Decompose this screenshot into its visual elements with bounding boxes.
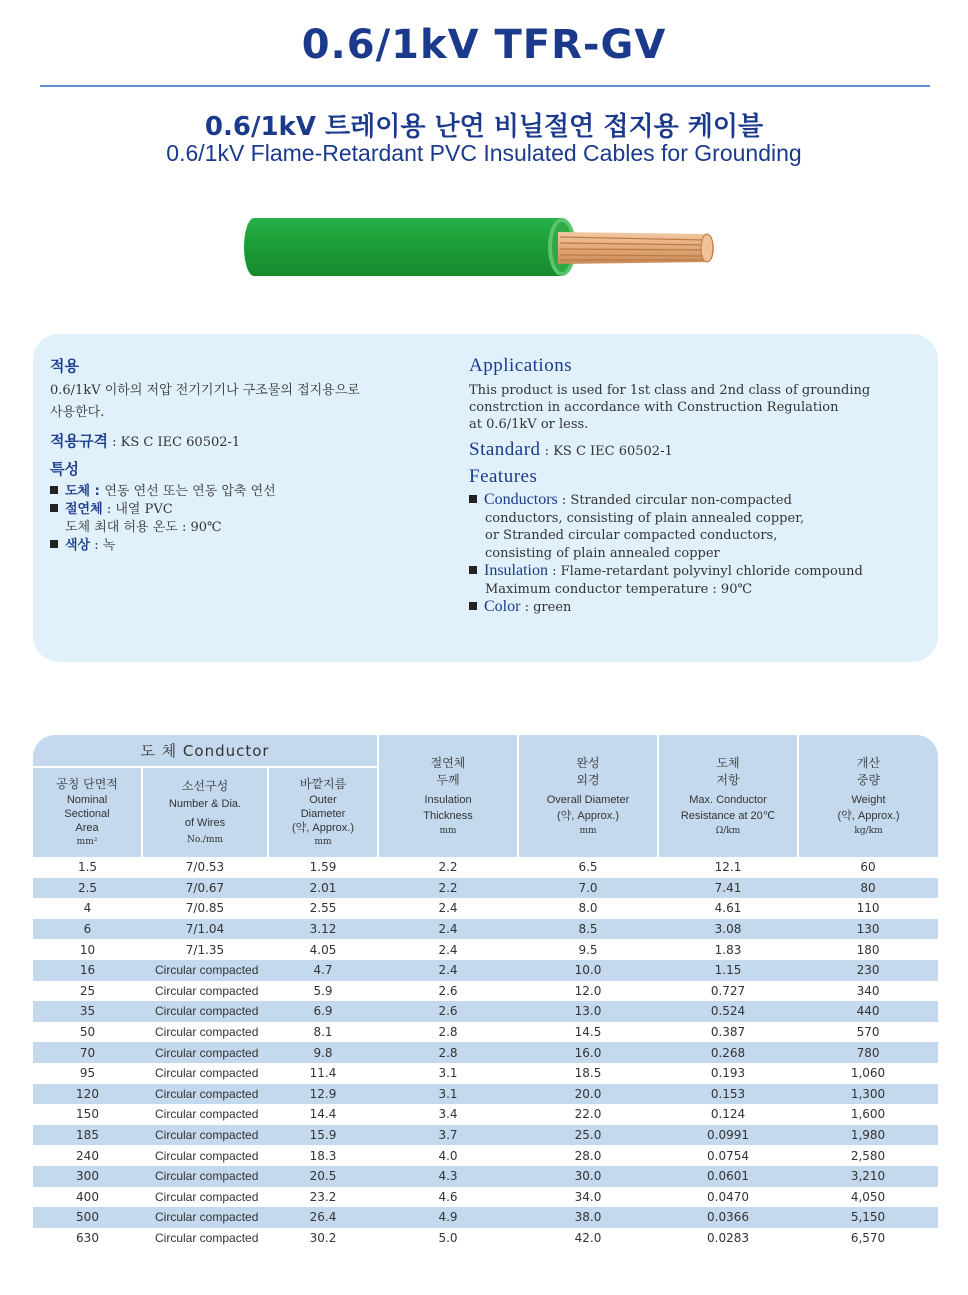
header-en-line: Diameter bbox=[300, 808, 346, 820]
cell-weight: 570 bbox=[798, 1022, 938, 1043]
korean-feature-conductor bbox=[50, 483, 440, 501]
cell-outer-diameter: 12.9 bbox=[268, 1084, 378, 1105]
cell-wires: Circular compacted bbox=[142, 1145, 268, 1166]
header-en-line: Nominal bbox=[66, 794, 108, 806]
cell-area: 6 bbox=[33, 919, 142, 940]
table-row bbox=[33, 1207, 938, 1228]
cell-resistance: 0.0366 bbox=[658, 1207, 798, 1228]
header-outer-diameter bbox=[268, 767, 378, 857]
cell-overall-diameter: 12.0 bbox=[518, 981, 658, 1002]
cell-wires: Circular compacted bbox=[142, 1228, 268, 1249]
cell-weight: 230 bbox=[798, 960, 938, 981]
header-unit: mm² bbox=[76, 837, 98, 847]
header-wires bbox=[142, 767, 268, 857]
cell-overall-diameter: 30.0 bbox=[518, 1166, 658, 1187]
cell-wires: Circular compacted bbox=[142, 1104, 268, 1125]
cell-weight: 340 bbox=[798, 981, 938, 1002]
header-en-line: Resistance at 20℃ bbox=[680, 809, 776, 822]
table-row bbox=[33, 1063, 938, 1084]
bullet-icon bbox=[50, 504, 58, 512]
table-row bbox=[33, 1187, 938, 1208]
specification-table-wrapper bbox=[33, 735, 938, 1248]
cell-overall-diameter: 18.5 bbox=[518, 1063, 658, 1084]
korean-application-heading: 적용 bbox=[50, 357, 79, 375]
cell-overall-diameter: 20.0 bbox=[518, 1084, 658, 1105]
cell-weight: 2,580 bbox=[798, 1145, 938, 1166]
cell-resistance: 0.193 bbox=[658, 1063, 798, 1084]
english-conductor-label: Conductors bbox=[484, 491, 558, 508]
cell-area: 50 bbox=[33, 1022, 142, 1043]
table-row bbox=[33, 1228, 938, 1249]
cell-wires: 7/1.04 bbox=[142, 919, 268, 940]
cell-outer-diameter: 18.3 bbox=[268, 1145, 378, 1166]
cell-outer-diameter: 23.2 bbox=[268, 1187, 378, 1208]
cell-overall-diameter: 34.0 bbox=[518, 1187, 658, 1208]
english-description bbox=[469, 355, 929, 617]
cell-outer-diameter: 26.4 bbox=[268, 1207, 378, 1228]
english-insulation-value-2: Maximum conductor temperature : 90℃ bbox=[485, 581, 753, 597]
cell-wires: 7/0.67 bbox=[142, 878, 268, 899]
cell-insulation: 2.2 bbox=[378, 857, 518, 878]
cell-area: 630 bbox=[33, 1228, 142, 1249]
cell-outer-diameter: 20.5 bbox=[268, 1166, 378, 1187]
header-ko-line: 완성 bbox=[576, 755, 600, 770]
cell-insulation: 2.4 bbox=[378, 919, 518, 940]
cell-outer-diameter: 2.55 bbox=[268, 898, 378, 919]
cell-insulation: 2.4 bbox=[378, 898, 518, 919]
header-ko-line: 두께 bbox=[436, 772, 460, 787]
cell-weight: 1,980 bbox=[798, 1125, 938, 1146]
cell-wires: Circular compacted bbox=[142, 1042, 268, 1063]
cell-resistance: 0.268 bbox=[658, 1042, 798, 1063]
header-unit: mm bbox=[314, 837, 332, 847]
cell-area: 16 bbox=[33, 960, 142, 981]
header-en-line: (약, Approx.) bbox=[557, 809, 619, 822]
cell-area: 25 bbox=[33, 981, 142, 1002]
cell-outer-diameter: 4.05 bbox=[268, 939, 378, 960]
cell-resistance: 0.0601 bbox=[658, 1166, 798, 1187]
cell-resistance: 0.727 bbox=[658, 981, 798, 1002]
english-feature-color bbox=[469, 598, 929, 617]
english-standard-value: : KS C IEC 60502-1 bbox=[540, 444, 673, 459]
cell-resistance: 0.387 bbox=[658, 1022, 798, 1043]
cell-insulation: 4.9 bbox=[378, 1207, 518, 1228]
bullet-icon bbox=[469, 566, 477, 574]
cell-outer-diameter: 1.59 bbox=[268, 857, 378, 878]
english-conductor-value-1: : Stranded circular non-compacted bbox=[557, 493, 792, 508]
cell-outer-diameter: 3.12 bbox=[268, 919, 378, 940]
page-title: 0.6/1kV TFR-GV bbox=[301, 22, 667, 68]
header-ko-line: 중량 bbox=[856, 772, 881, 787]
cell-area: 120 bbox=[33, 1084, 142, 1105]
cell-resistance: 1.15 bbox=[658, 960, 798, 981]
cell-area: 2.5 bbox=[33, 878, 142, 899]
english-features-heading: Features bbox=[469, 466, 538, 487]
cell-resistance: 0.0991 bbox=[658, 1125, 798, 1146]
cell-insulation: 2.8 bbox=[378, 1022, 518, 1043]
cell-wires: Circular compacted bbox=[142, 981, 268, 1002]
bullet-icon bbox=[50, 540, 58, 548]
cell-wires: Circular compacted bbox=[142, 960, 268, 981]
table-row bbox=[33, 1145, 938, 1166]
korean-standard-value: : KS C IEC 60502-1 bbox=[107, 435, 241, 450]
header-en-line: Overall Diameter bbox=[546, 793, 630, 806]
table-row bbox=[33, 960, 938, 981]
cell-outer-diameter: 5.9 bbox=[268, 981, 378, 1002]
cell-resistance: 12.1 bbox=[658, 857, 798, 878]
header-en-line: Insulation bbox=[424, 793, 472, 806]
cell-insulation: 3.4 bbox=[378, 1104, 518, 1125]
cell-outer-diameter: 30.2 bbox=[268, 1228, 378, 1249]
header-ko-line: 외경 bbox=[576, 772, 600, 787]
cell-wires: Circular compacted bbox=[142, 1022, 268, 1043]
cell-area: 10 bbox=[33, 939, 142, 960]
korean-standard-label: 적용규격 bbox=[50, 432, 108, 450]
cell-weight: 6,570 bbox=[798, 1228, 938, 1249]
cell-weight: 60 bbox=[798, 857, 938, 878]
header-en-line: Outer bbox=[309, 794, 337, 806]
header-ko-line: 도체 bbox=[716, 755, 740, 770]
header-unit: Ω/km bbox=[715, 825, 741, 836]
cell-outer-diameter: 2.01 bbox=[268, 878, 378, 899]
cell-outer-diameter: 9.8 bbox=[268, 1042, 378, 1063]
cell-outer-diameter: 6.9 bbox=[268, 1001, 378, 1022]
header-unit: kg/km bbox=[854, 825, 883, 836]
cell-insulation: 4.0 bbox=[378, 1145, 518, 1166]
header-en-line: Weight bbox=[851, 793, 886, 806]
english-feature-conductor bbox=[469, 491, 929, 510]
korean-application-text-1: 0.6/1kV 이하의 저압 전기기기나 구조물의 접지용으로 bbox=[50, 383, 360, 398]
header-overall-diameter bbox=[518, 735, 658, 857]
table-row bbox=[33, 939, 938, 960]
header-unit: mm bbox=[579, 825, 597, 836]
cell-wires: Circular compacted bbox=[142, 1001, 268, 1022]
header-en-line: Sectional bbox=[64, 808, 110, 820]
cell-area: 95 bbox=[33, 1063, 142, 1084]
cell-overall-diameter: 7.0 bbox=[518, 878, 658, 899]
header-ko-line: 공칭 단면적 bbox=[56, 777, 118, 791]
header-en-line: Max. Conductor bbox=[689, 793, 767, 806]
cell-insulation: 3.1 bbox=[378, 1063, 518, 1084]
korean-features-heading: 특성 bbox=[50, 460, 79, 478]
cell-weight: 110 bbox=[798, 898, 938, 919]
english-insulation-label: Insulation bbox=[484, 562, 548, 579]
english-application-text-3: at 0.6/1kV or less. bbox=[469, 417, 589, 432]
table-row bbox=[33, 898, 938, 919]
table-row bbox=[33, 1166, 938, 1187]
english-application-text-2: constrction in accordance with Construction Regulation bbox=[469, 400, 839, 415]
cell-resistance: 0.153 bbox=[658, 1084, 798, 1105]
cell-area: 1.5 bbox=[33, 857, 142, 878]
korean-application-text-2: 사용한다. bbox=[50, 405, 105, 420]
cell-area: 35 bbox=[33, 1001, 142, 1022]
cell-insulation: 2.2 bbox=[378, 878, 518, 899]
korean-feature-insulation bbox=[50, 501, 440, 519]
header-ko-line: 소선구성 bbox=[181, 779, 229, 793]
english-color-value: : green bbox=[520, 600, 572, 615]
cell-overall-diameter: 25.0 bbox=[518, 1125, 658, 1146]
cell-wires: 7/0.85 bbox=[142, 898, 268, 919]
conductor-group-header: 도 체 Conductor bbox=[33, 735, 378, 767]
cell-outer-diameter: 14.4 bbox=[268, 1104, 378, 1125]
english-conductor-value-3: or Stranded circular compacted conductors, bbox=[485, 528, 778, 543]
cell-wires: Circular compacted bbox=[142, 1063, 268, 1084]
cell-weight: 1,300 bbox=[798, 1084, 938, 1105]
header-insulation-thickness bbox=[378, 735, 518, 857]
table-body bbox=[33, 857, 938, 1248]
cell-overall-diameter: 13.0 bbox=[518, 1001, 658, 1022]
korean-insulation-label: 절연체 bbox=[65, 502, 103, 517]
header-ko-line: 저항 bbox=[716, 772, 740, 787]
cell-insulation: 2.4 bbox=[378, 939, 518, 960]
cell-insulation: 3.1 bbox=[378, 1084, 518, 1105]
cell-wires: 7/1.35 bbox=[142, 939, 268, 960]
cell-insulation: 2.6 bbox=[378, 1001, 518, 1022]
cell-area: 70 bbox=[33, 1042, 142, 1063]
table-row bbox=[33, 981, 938, 1002]
cell-wires: Circular compacted bbox=[142, 1166, 268, 1187]
cell-insulation: 2.6 bbox=[378, 981, 518, 1002]
cell-wires: 7/0.53 bbox=[142, 857, 268, 878]
korean-standard bbox=[50, 430, 440, 454]
cell-weight: 3,210 bbox=[798, 1166, 938, 1187]
specification-table bbox=[33, 735, 938, 1248]
cell-wires: Circular compacted bbox=[142, 1125, 268, 1146]
english-conductor-value-2: conductors, consisting of plain annealed copper, bbox=[485, 510, 805, 526]
bullet-icon bbox=[50, 486, 58, 494]
english-color-label: Color bbox=[484, 598, 521, 615]
header-en-line: Area bbox=[75, 822, 99, 834]
header-nominal-area bbox=[33, 767, 142, 857]
header-unit: No./mm bbox=[186, 835, 224, 845]
english-feature-insulation bbox=[469, 562, 929, 581]
english-standard-label: Standard bbox=[469, 439, 541, 460]
cable-illustration bbox=[240, 210, 720, 280]
cell-weight: 440 bbox=[798, 1001, 938, 1022]
cell-overall-diameter: 38.0 bbox=[518, 1207, 658, 1228]
cell-insulation: 4.6 bbox=[378, 1187, 518, 1208]
header-ko-line: 절연체 bbox=[430, 755, 466, 770]
header-conductor-resistance bbox=[658, 735, 798, 857]
header-en-line: Number & Dia. bbox=[168, 798, 242, 810]
header-en-line: (약, Approx.) bbox=[837, 809, 900, 822]
table-row bbox=[33, 1104, 938, 1125]
cell-resistance: 0.524 bbox=[658, 1001, 798, 1022]
cell-resistance: 7.41 bbox=[658, 878, 798, 899]
cell-outer-diameter: 4.7 bbox=[268, 960, 378, 981]
cell-weight: 1,600 bbox=[798, 1104, 938, 1125]
cell-overall-diameter: 16.0 bbox=[518, 1042, 658, 1063]
cell-weight: 180 bbox=[798, 939, 938, 960]
korean-conductor-value: 연동 연선 또는 연동 압축 연선 bbox=[104, 484, 276, 499]
cell-weight: 4,050 bbox=[798, 1187, 938, 1208]
subtitle-korean: 0.6/1kV 트레이용 난연 비닐절연 접지용 케이블 bbox=[204, 112, 764, 142]
header-en-line: Thickness bbox=[423, 809, 473, 822]
subtitle-english: 0.6/1kV Flame-Retardant PVC Insulated Cables for Grounding bbox=[166, 140, 802, 166]
cell-wires: Circular compacted bbox=[142, 1207, 268, 1228]
bullet-icon bbox=[469, 495, 477, 503]
header-weight bbox=[798, 735, 938, 857]
cell-overall-diameter: 14.5 bbox=[518, 1022, 658, 1043]
cell-weight: 130 bbox=[798, 919, 938, 940]
table-row bbox=[33, 1022, 938, 1043]
korean-insulation-value: : 내열 PVC bbox=[102, 502, 173, 517]
cell-wires: Circular compacted bbox=[142, 1084, 268, 1105]
cell-resistance: 0.0470 bbox=[658, 1187, 798, 1208]
table-row bbox=[33, 878, 938, 899]
english-conductor-value-4: consisting of plain annealed copper bbox=[485, 545, 720, 561]
korean-insulation-temp: 도체 최대 허용 온도 : 90℃ bbox=[65, 520, 222, 535]
cell-weight: 780 bbox=[798, 1042, 938, 1063]
korean-description bbox=[50, 355, 440, 555]
cell-resistance: 0.0754 bbox=[658, 1145, 798, 1166]
cell-insulation: 5.0 bbox=[378, 1228, 518, 1249]
cell-outer-diameter: 11.4 bbox=[268, 1063, 378, 1084]
cell-resistance: 3.08 bbox=[658, 919, 798, 940]
cell-weight: 5,150 bbox=[798, 1207, 938, 1228]
cell-overall-diameter: 8.0 bbox=[518, 898, 658, 919]
cell-overall-diameter: 9.5 bbox=[518, 939, 658, 960]
cell-insulation: 2.4 bbox=[378, 960, 518, 981]
korean-color-label: 색상 bbox=[65, 538, 91, 553]
cell-insulation: 3.7 bbox=[378, 1125, 518, 1146]
cell-wires: Circular compacted bbox=[142, 1187, 268, 1208]
cell-resistance: 4.61 bbox=[658, 898, 798, 919]
cell-outer-diameter: 8.1 bbox=[268, 1022, 378, 1043]
cell-resistance: 0.124 bbox=[658, 1104, 798, 1125]
english-application-text-1: This product is used for 1st class and 2nd class of grounding bbox=[469, 383, 871, 398]
table-row bbox=[33, 1125, 938, 1146]
header-en-line: of Wires bbox=[184, 817, 226, 829]
korean-feature-color bbox=[50, 537, 440, 555]
cell-area: 240 bbox=[33, 1145, 142, 1166]
cell-overall-diameter: 6.5 bbox=[518, 857, 658, 878]
table-row bbox=[33, 919, 938, 940]
english-application-heading: Applications bbox=[469, 355, 573, 376]
cell-resistance: 0.0283 bbox=[658, 1228, 798, 1249]
header-ko-line: 바깥지름 bbox=[299, 777, 347, 791]
cell-overall-diameter: 22.0 bbox=[518, 1104, 658, 1125]
table-row bbox=[33, 857, 938, 878]
table-row bbox=[33, 1001, 938, 1022]
cell-overall-diameter: 10.0 bbox=[518, 960, 658, 981]
cell-overall-diameter: 28.0 bbox=[518, 1145, 658, 1166]
cell-area: 300 bbox=[33, 1166, 142, 1187]
header-ko-line: 개산 bbox=[856, 755, 881, 770]
bullet-icon bbox=[469, 602, 477, 610]
table-row bbox=[33, 1042, 938, 1063]
header-unit: mm bbox=[439, 825, 457, 836]
english-insulation-value-1: : Flame-retardant polyvinyl chloride compound bbox=[548, 564, 863, 579]
english-standard bbox=[469, 439, 929, 461]
cell-overall-diameter: 8.5 bbox=[518, 919, 658, 940]
cell-weight: 1,060 bbox=[798, 1063, 938, 1084]
cell-area: 400 bbox=[33, 1187, 142, 1208]
cell-insulation: 4.3 bbox=[378, 1166, 518, 1187]
cell-weight: 80 bbox=[798, 878, 938, 899]
cell-overall-diameter: 42.0 bbox=[518, 1228, 658, 1249]
korean-color-value: : 녹 bbox=[90, 538, 116, 553]
cell-area: 185 bbox=[33, 1125, 142, 1146]
title-divider bbox=[40, 85, 930, 87]
table-row bbox=[33, 1084, 938, 1105]
korean-conductor-label: 도체 : bbox=[65, 484, 105, 499]
cell-resistance: 1.83 bbox=[658, 939, 798, 960]
cell-area: 150 bbox=[33, 1104, 142, 1125]
cell-area: 500 bbox=[33, 1207, 142, 1228]
header-en-line: (약, Approx.) bbox=[292, 822, 354, 834]
cell-outer-diameter: 15.9 bbox=[268, 1125, 378, 1146]
cell-area: 4 bbox=[33, 898, 142, 919]
cell-insulation: 2.8 bbox=[378, 1042, 518, 1063]
